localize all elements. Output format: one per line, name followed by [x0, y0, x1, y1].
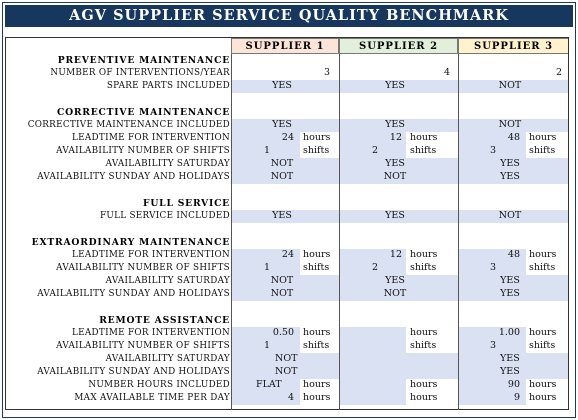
- s1-corrective-shifts-unit: shifts: [303, 145, 330, 156]
- s2-full-included[interactable]: YES: [385, 210, 405, 221]
- s2-extra-sunday[interactable]: NOT: [383, 288, 407, 299]
- s1-remote-shifts-unit: shifts: [303, 340, 330, 351]
- label-corrective-included: CORRECTIVE MAINTENANCE INCLUDED: [27, 120, 230, 130]
- s2-corrective-sunday[interactable]: NOT: [383, 171, 407, 182]
- supplier-3-header[interactable]: SUPPLIER 3: [458, 38, 569, 54]
- s2-corrective-saturday[interactable]: YES: [385, 158, 405, 169]
- label-remote-leadtime: LEADTIME FOR INTERVENTION: [72, 328, 230, 338]
- s2-extra-shifts[interactable]: 2: [372, 262, 379, 273]
- s1-remote-maxtime-unit: hours: [303, 392, 331, 403]
- s2-corrective-leadtime[interactable]: 12: [389, 132, 402, 143]
- s3-full-included[interactable]: NOT: [498, 210, 522, 221]
- column-divider: [339, 54, 340, 410]
- s3-corrective-leadtime-unit: hours: [529, 132, 557, 143]
- s1-remote-leadtime-unit: hours: [303, 327, 331, 338]
- section-title-corrective: CORRECTIVE MAINTENANCE: [56, 107, 230, 118]
- label-corrective-shifts: AVAILABILITY NUMBER OF SHIFTS: [56, 146, 230, 156]
- s1-extra-shifts-unit: shifts: [303, 262, 330, 273]
- s3-corrective-saturday[interactable]: YES: [500, 158, 520, 169]
- label-corrective-sunday: AVAILABILITY SUNDAY AND HOLIDAYS: [37, 172, 230, 182]
- s2-corrective-leadtime-unit: hours: [410, 132, 438, 143]
- value-band: [340, 366, 458, 379]
- s2-interventions[interactable]: 4: [443, 67, 450, 78]
- s3-remote-saturday[interactable]: YES: [500, 353, 520, 364]
- s3-corrective-included[interactable]: NOT: [498, 119, 522, 130]
- s2-corrective-included[interactable]: YES: [385, 119, 405, 130]
- s1-remote-sunday[interactable]: NOT: [275, 366, 298, 377]
- column-divider: [231, 54, 232, 410]
- s1-extra-leadtime-unit: hours: [303, 249, 331, 260]
- supplier-1-header[interactable]: SUPPLIER 1: [231, 38, 339, 54]
- label-interventions-year: NUMBER OF INTERVENTIONS/YEAR: [50, 68, 230, 78]
- label-extraordinary-shifts: AVAILABILITY NUMBER OF SHIFTS: [56, 263, 230, 273]
- s3-remote-shifts-unit: shifts: [529, 340, 556, 351]
- s1-spare-parts[interactable]: YES: [272, 80, 292, 91]
- s2-remote-hours-unit: hours: [410, 379, 438, 390]
- s3-remote-hours-included[interactable]: 90: [507, 379, 520, 390]
- s1-remote-shifts[interactable]: 1: [264, 340, 271, 351]
- s3-remote-maxtime[interactable]: 9: [513, 392, 520, 403]
- label-extraordinary-saturday: AVAILABILITY SATURDAY: [105, 276, 230, 286]
- s2-remote-shifts-unit: shifts: [410, 340, 437, 351]
- s3-remote-leadtime[interactable]: 1.00: [498, 327, 520, 338]
- s3-remote-maxtime-unit: hours: [529, 392, 557, 403]
- s2-corrective-shifts[interactable]: 2: [372, 145, 379, 156]
- label-full-service-included: FULL SERVICE INCLUDED: [99, 211, 230, 221]
- s1-corrective-shifts[interactable]: 1: [264, 145, 271, 156]
- s3-remote-leadtime-unit: hours: [529, 327, 557, 338]
- value-band: [340, 353, 458, 366]
- s1-extra-sunday[interactable]: NOT: [270, 288, 294, 299]
- s1-extra-saturday[interactable]: NOT: [270, 275, 294, 286]
- label-corrective-saturday: AVAILABILITY SATURDAY: [105, 159, 230, 169]
- s1-remote-hours-unit: hours: [303, 379, 331, 390]
- section-title-extraordinary: EXTRAORDINARY MAINTENANCE: [31, 237, 230, 248]
- s3-remote-shifts[interactable]: 3: [490, 340, 497, 351]
- supplier-2-header[interactable]: SUPPLIER 2: [339, 38, 458, 54]
- s3-interventions[interactable]: 2: [555, 67, 562, 78]
- section-title-preventive: PREVENTIVE MAINTENANCE: [57, 55, 230, 66]
- section-title-full-service: FULL SERVICE: [143, 198, 230, 209]
- s3-remote-sunday[interactable]: YES: [500, 366, 520, 377]
- s3-corrective-sunday[interactable]: YES: [500, 171, 520, 182]
- s1-remote-saturday[interactable]: NOT: [275, 353, 298, 364]
- s1-extra-shifts[interactable]: 1: [264, 262, 271, 273]
- s3-corrective-shifts-unit: shifts: [529, 145, 556, 156]
- s3-spare-parts[interactable]: NOT: [498, 80, 522, 91]
- label-remote-saturday: AVAILABILITY SATURDAY: [105, 354, 230, 364]
- s2-spare-parts[interactable]: YES: [385, 80, 405, 91]
- s2-extra-leadtime-unit: hours: [410, 249, 438, 260]
- s1-extra-leadtime[interactable]: 24: [281, 249, 294, 260]
- label-extraordinary-leadtime: LEADTIME FOR INTERVENTION: [72, 250, 230, 260]
- s3-extra-leadtime[interactable]: 48: [507, 249, 520, 260]
- s1-corrective-leadtime-unit: hours: [303, 132, 331, 143]
- s2-corrective-shifts-unit: shifts: [410, 145, 437, 156]
- s1-remote-maxtime[interactable]: 4: [287, 392, 294, 403]
- s1-corrective-included[interactable]: YES: [272, 119, 292, 130]
- s1-remote-hours-included[interactable]: FLAT: [256, 379, 282, 390]
- label-remote-hours-included: NUMBER HOURS INCLUDED: [88, 380, 230, 390]
- s3-extra-shifts-unit: shifts: [529, 262, 556, 273]
- label-remote-sunday: AVAILABILITY SUNDAY AND HOLIDAYS: [37, 367, 230, 377]
- s1-corrective-leadtime[interactable]: 24: [281, 132, 294, 143]
- s3-remote-hours-unit: hours: [529, 379, 557, 390]
- s3-extra-leadtime-unit: hours: [529, 249, 557, 260]
- s3-corrective-leadtime[interactable]: 48: [507, 132, 520, 143]
- label-remote-max-time: MAX AVAILABLE TIME PER DAY: [74, 393, 230, 403]
- s3-extra-shifts[interactable]: 3: [490, 262, 497, 273]
- label-remote-shifts: AVAILABILITY NUMBER OF SHIFTS: [56, 341, 230, 351]
- label-spare-parts: SPARE PARTS INCLUDED: [106, 81, 230, 91]
- label-corrective-leadtime: LEADTIME FOR INTERVENTION: [72, 133, 230, 143]
- s1-corrective-sunday[interactable]: NOT: [270, 171, 294, 182]
- s3-extra-saturday[interactable]: YES: [500, 275, 520, 286]
- label-extraordinary-sunday: AVAILABILITY SUNDAY AND HOLIDAYS: [37, 289, 230, 299]
- s1-remote-leadtime[interactable]: 0.50: [272, 327, 294, 338]
- s2-extra-shifts-unit: shifts: [410, 262, 437, 273]
- column-divider: [458, 54, 459, 410]
- s2-extra-saturday[interactable]: YES: [385, 275, 405, 286]
- s1-full-included[interactable]: YES: [272, 210, 292, 221]
- s3-corrective-shifts[interactable]: 3: [490, 145, 497, 156]
- s1-interventions[interactable]: 3: [323, 67, 330, 78]
- s2-remote-maxtime-unit: hours: [410, 392, 438, 403]
- s1-corrective-saturday[interactable]: NOT: [270, 158, 294, 169]
- s3-extra-sunday[interactable]: YES: [500, 288, 520, 299]
- s2-remote-leadtime-unit: hours: [410, 327, 438, 338]
- section-title-remote: REMOTE ASSISTANCE: [99, 315, 230, 326]
- sheet-title: AGV SUPPLIER SERVICE QUALITY BENCHMARK: [5, 5, 573, 27]
- s2-extra-leadtime[interactable]: 12: [389, 249, 402, 260]
